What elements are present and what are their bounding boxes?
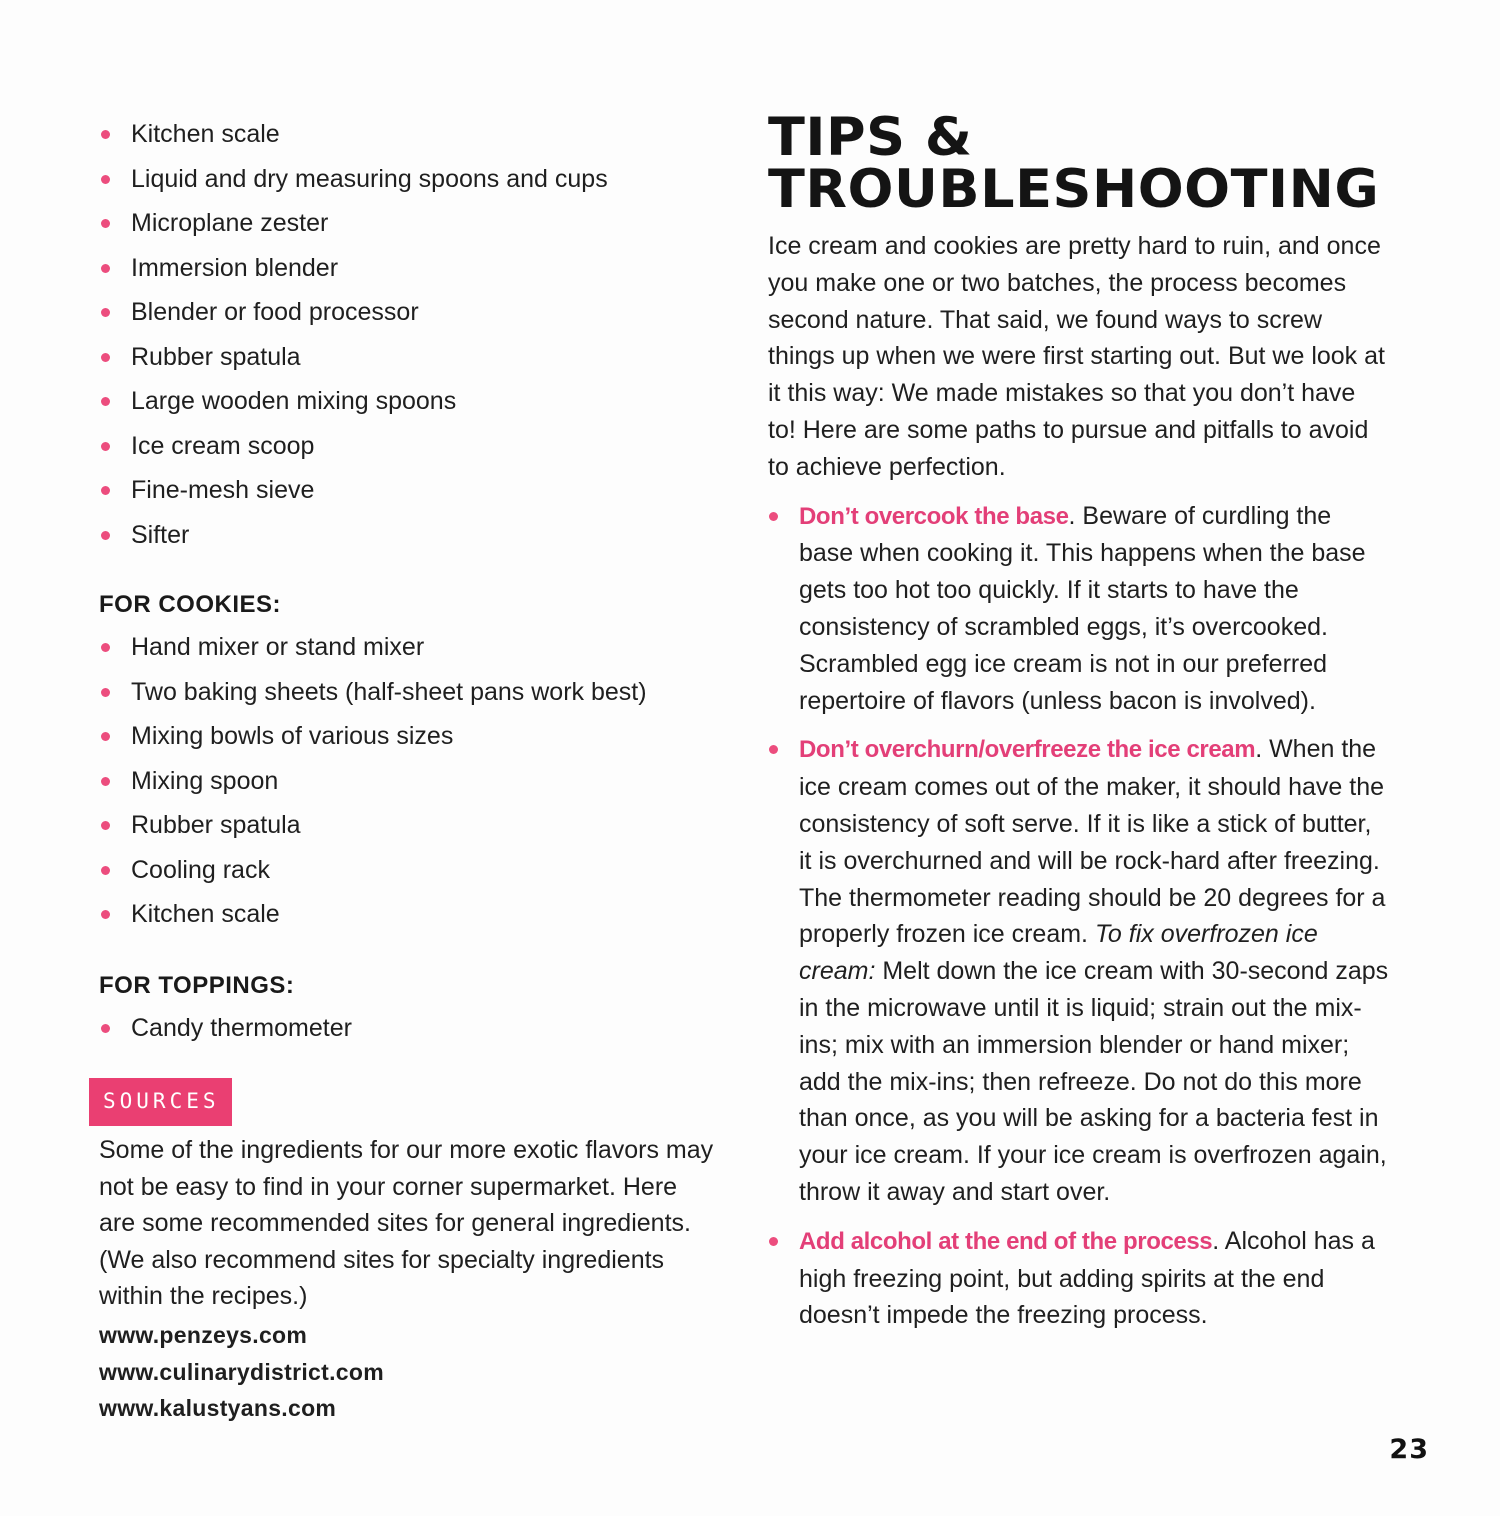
page-title: [768, 107, 1400, 220]
bullet-icon: [101, 732, 110, 741]
list-item: [99, 803, 719, 848]
list-item: [99, 112, 719, 157]
list-item: [99, 670, 719, 715]
list-item: [99, 424, 719, 469]
list-item: [99, 468, 719, 513]
list-item-text: Microplane zester: [131, 209, 329, 237]
list-item-text: Cooling rack: [131, 855, 270, 884]
tips-list: [768, 498, 1388, 1335]
list-item: [99, 1006, 719, 1051]
bullet-icon: [101, 1024, 110, 1033]
bullet-icon: [101, 643, 110, 652]
bullet-icon: [101, 486, 110, 495]
list-item: [99, 246, 719, 291]
list-item-text: Hand mixer or stand mixer: [131, 633, 425, 661]
list-item-text: Blender or food processor: [131, 298, 419, 326]
source-link[interactable]: www.kalustyans.com: [99, 1395, 337, 1422]
tip-heading: Don’t overchurn/overfreeze the ice cream: [799, 736, 1256, 764]
intro-paragraph: Ice cream and cookies are pretty hard to ruin, and once you make one or two batches, the process becomes second nature. That said, we found ways to screw things up when we were first starting out. But we look at it this way: We made mistakes so that you don’t have to! Here are some paths to pursue and pitfalls to avoid to achieve perfection.: [768, 232, 1385, 481]
right-column: [768, 107, 1389, 1346]
list-item: [99, 201, 719, 246]
cookies-heading: FOR COOKIES:: [99, 591, 282, 618]
bullet-icon: [769, 1237, 778, 1246]
sources-paragraph: Some of the ingredients for our more exotic flavors may not be easy to find in your corner supermarket. Here are some recommended sites for general ingredients. (We also recommend sites for specialty ingredients within the recipes.): [99, 1136, 714, 1311]
tip-italic-text: To fix overfrozen ice cream:: [799, 920, 1318, 986]
bullet-icon: [101, 130, 110, 139]
tip-body: . When the ice cream comes out of the maker, it should have the consistency of soft serve. If it is like a stick of butter, it is overchurned and will be rock-hard after freezing. The thermometer reading should be 20 degrees for a properly frozen ice cream.: [799, 735, 1386, 949]
list-item-text: Mixing spoon: [131, 766, 279, 795]
list-item-text: Liquid and dry measuring spoons and cups: [131, 164, 608, 193]
bullet-icon: [101, 219, 110, 228]
list-item-text: Ice cream scoop: [131, 431, 315, 460]
bullet-icon: [101, 688, 110, 697]
list-item: [99, 848, 719, 893]
bullet-icon: [769, 512, 778, 521]
bullet-icon: [101, 910, 110, 919]
list-item: [99, 759, 719, 804]
source-link[interactable]: www.culinarydistrict.com: [99, 1358, 384, 1385]
tip-heading: Don’t overcook the base: [799, 502, 1069, 530]
bullet-icon: [101, 777, 110, 786]
list-item: [99, 157, 719, 202]
source-link[interactable]: www.penzeys.com: [99, 1321, 308, 1348]
tip-item: [768, 1223, 1389, 1334]
list-item: [99, 892, 719, 937]
bullet-icon: [101, 264, 110, 273]
list-item-text: Rubber spatula: [131, 342, 301, 371]
bullet-icon: [101, 308, 110, 317]
list-item: [99, 379, 719, 424]
list-item-text: Kitchen scale: [131, 900, 280, 928]
title-line-1: TIPS &: [768, 107, 973, 168]
list-item-text: Mixing bowls of various sizes: [131, 722, 454, 750]
bullet-icon: [101, 442, 110, 451]
tip-item: [768, 731, 1389, 1210]
list-item: [99, 335, 719, 380]
list-item: [99, 714, 719, 759]
bullet-icon: [101, 175, 110, 184]
title-line-2: TROUBLESHOOTING: [768, 159, 1380, 220]
left-column: [99, 112, 719, 1427]
list-item-text: Fine-mesh sieve: [131, 476, 315, 504]
toppings-list: [99, 1006, 719, 1051]
page-number: 23: [1389, 1434, 1429, 1465]
list-item: [99, 625, 719, 670]
bullet-icon: [769, 745, 778, 754]
bullet-icon: [101, 353, 110, 362]
list-item-text: Candy thermometer: [131, 1013, 352, 1042]
equipment-list: [99, 112, 719, 557]
bullet-icon: [101, 531, 110, 540]
list-item-text: Two baking sheets (half-sheet pans work best): [131, 677, 647, 706]
tip-heading: Add alcohol at the end of the process: [799, 1227, 1213, 1255]
list-item-text: Large wooden mixing spoons: [131, 387, 457, 415]
tip-body: . Beware of curdling the base when cooking it. This happens when the base gets too hot too quickly. If it starts to have the consistency of scrambled eggs, it’s overcooked. Scrambled egg ice cream is not in our preferred repertoire of flavors (unless bacon is involved).: [799, 501, 1366, 715]
list-item: [99, 513, 719, 558]
list-item-text: Rubber spatula: [131, 811, 301, 839]
tip-body: . Alcohol has a high freezing point, but adding spirits at the end doesn’t impede the freezing process.: [799, 1226, 1375, 1330]
list-item: [99, 290, 719, 335]
tip-body-continued: Melt down the ice cream with 30-second zaps in the microwave until it is liquid; strain out the mix-ins; mix with an immersion blender or hand mixer; add the mix-ins; then refreeze. Do not do this more than once, as you will be asking for a bacteria fest in your ice cream. If your ice cream is overfrozen again, throw it away and start over.: [799, 957, 1389, 1206]
sources-badge: SOURCES: [89, 1078, 232, 1126]
bullet-icon: [101, 821, 110, 830]
toppings-heading: FOR TOPPINGS:: [99, 971, 295, 999]
tip-item: [768, 498, 1389, 720]
bullet-icon: [101, 866, 110, 875]
list-item-text: Immersion blender: [131, 253, 339, 282]
sources-links: [99, 1317, 719, 1427]
bullet-icon: [101, 397, 110, 406]
list-item-text: Sifter: [131, 520, 190, 549]
cookies-list: [99, 625, 719, 937]
list-item-text: Kitchen scale: [131, 120, 280, 148]
